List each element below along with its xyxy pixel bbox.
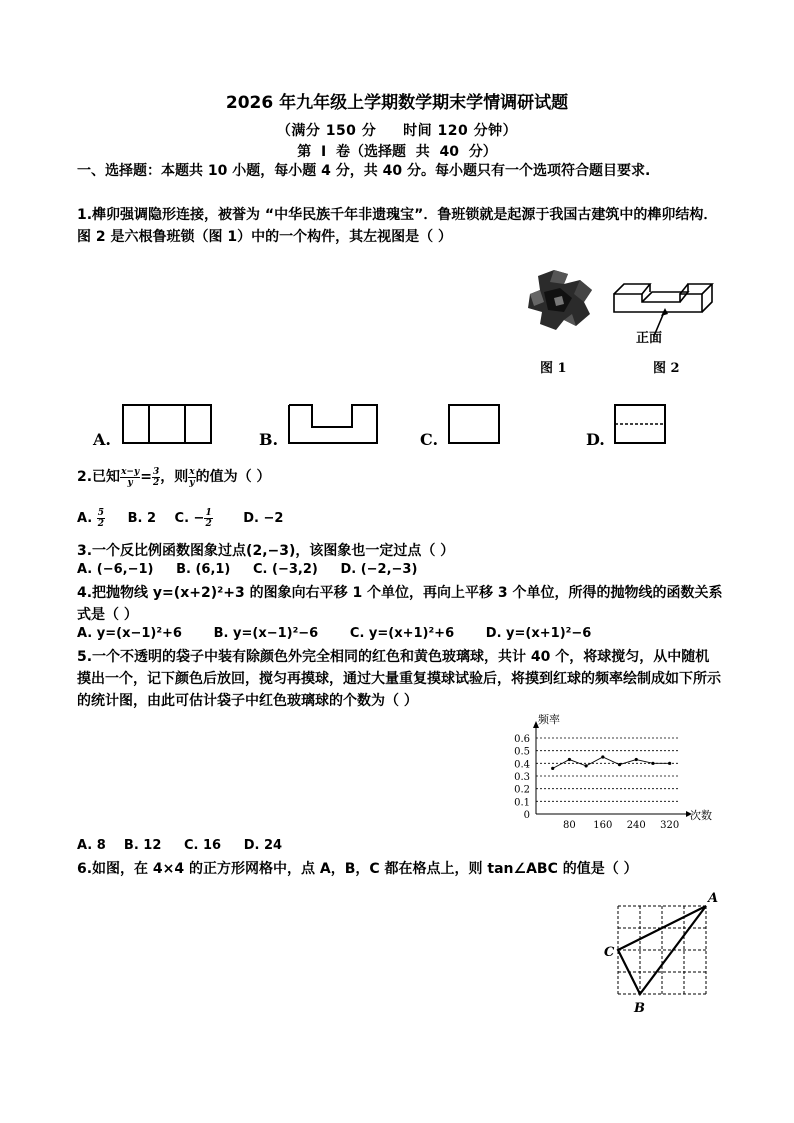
q2-option-a-num: 5 [97, 508, 105, 518]
q2-option-c-num: 1 [205, 508, 212, 518]
q2-frac1-denominator: y [127, 477, 133, 488]
chart-data-point [668, 762, 671, 765]
chart-series [551, 755, 671, 770]
chart-data-point [651, 762, 654, 765]
q2-frac2-numerator: 3 [152, 466, 160, 477]
q1-option-d-figure [612, 402, 668, 446]
q1-option-c-label: C. [420, 430, 439, 449]
q2-mid: ，则 [160, 469, 189, 485]
chart-data-point [585, 764, 588, 767]
question-5-text: 5.一个不透明的袋子中装有除颜色外完全相同的红色和黄色玻璃球，共计 40 个，将球搅匀，从中随机摸出一个，记下颜色后放回，搅匀再摸球，通过大量重复摸球试验后，将摸到红球的频率绘制成如下所示的统计图，由此可估计袋子中红色玻璃球的个数为（ ） [77, 649, 721, 709]
chart-gridlines [536, 738, 678, 801]
triangle-abc [618, 906, 706, 994]
component-figure [610, 278, 720, 346]
question-6-text: 6.如图，在 4×4 的正方形网格中，点 A，B，C 都在格点上，则 tan∠ABC 的值是（ ） [77, 861, 638, 877]
chart-axes [533, 721, 692, 817]
q2-frac2-denominator: 2 [152, 477, 160, 488]
q1-option-a-figure [120, 402, 214, 446]
q2-options [77, 504, 283, 534]
q2-option-d: D. −2 [243, 511, 284, 526]
chart-data-point [551, 767, 554, 770]
chart-y-tick-label: 0 [523, 810, 530, 821]
q2-frac3-denominator: y [189, 477, 195, 488]
chart-data-point [568, 758, 571, 761]
figure-1-label: 图 1 [540, 361, 567, 376]
question-3-text: 3.一个反比例函数图象过点(2,−3)，该图象也一定过点（ ） [77, 543, 455, 559]
chart-x-tick-label: 80 [563, 820, 576, 830]
chart-x-tick-label: 240 [626, 820, 646, 830]
chart-y-tick-label: 0.1 [514, 797, 530, 809]
q2-option-a: A. [77, 511, 93, 526]
q1-option-b-figure [286, 402, 380, 446]
chart-data-point [635, 758, 638, 761]
q2-prefix: 2.已知 [77, 469, 121, 485]
point-b-label: B [634, 1001, 645, 1016]
q2-option-a-den: 2 [97, 519, 105, 529]
question-1-text: 1.榫卯强调隐形连接，被誉为 “中华民族千年非遗瑰宝”．鲁班锁就是起源于我国古建筑中的榫卯结构．图 2 是六根鲁班锁（图 1）中的一个构件，其左视图是（ ） [77, 207, 718, 245]
q2-fraction-target [188, 467, 195, 488]
q2-frac3-numerator: x [189, 466, 195, 477]
question-3-options: A. (−6,−1) B. (6,1) C. (−3,2) D. (−2,−3) [77, 562, 418, 577]
q2-fraction-given [120, 467, 140, 488]
q2-option-a-fraction [97, 508, 105, 529]
q2-fraction-value [152, 467, 160, 488]
chart-x-tick-labels [563, 820, 679, 830]
question-2 [77, 462, 270, 492]
q2-option-b: B. 2 [127, 511, 156, 526]
chart-data-point [601, 755, 604, 758]
volume-heading: 第 Ⅰ 卷（选择题 共 40 分） [297, 144, 497, 160]
q2-frac1-numerator: x−y [121, 466, 140, 477]
chart-y-tick-label: 0.2 [514, 784, 530, 796]
exam-title: 2026 年九年级上学期数学期末学情调研试题 [225, 93, 569, 113]
exam-subtitle: （满分 150 分 时间 120 分钟） [276, 123, 518, 139]
chart-x-tick-label: 160 [593, 820, 613, 830]
chart-x-axis-label: 次数 [690, 809, 712, 822]
point-c-label: C [604, 945, 615, 960]
chart-y-tick-label: 0.4 [514, 759, 530, 771]
chart-y-tick-label: 0.6 [514, 734, 530, 745]
question-4-options: A. y=(x−1)²+6 B. y=(x−1)²−6 C. y=(x+1)²+6 D. y=(x+1)²−6 [77, 626, 592, 641]
question-4-text: 4.把抛物线 y=(x+2)²+3 的图象向右平移 1 个单位，再向上平移 3 个单位，所得的抛物线的函数关系式是（ ） [77, 585, 723, 623]
q1-option-c-figure [446, 402, 502, 446]
chart-y-tick-labels [514, 734, 530, 821]
q2-option-c: C. − [174, 511, 205, 526]
q2-option-c-den: 2 [205, 519, 212, 529]
luban-lock-image [524, 268, 596, 332]
grid-triangle-figure [598, 890, 722, 1018]
question-5-options: A. 8 B. 12 C. 16 D. 24 [77, 838, 283, 853]
q1-option-a-label: A. [93, 430, 111, 449]
q1-option-b-label: B. [259, 430, 279, 449]
square-grid [618, 906, 706, 994]
chart-x-tick-label: 320 [660, 820, 680, 830]
q2-equals: = [140, 469, 152, 485]
front-label: 正面 [636, 331, 663, 346]
figure-2-label: 图 2 [653, 361, 680, 376]
frequency-line-chart [490, 708, 730, 830]
chart-data-point [618, 763, 621, 766]
chart-y-tick-label: 0.5 [514, 746, 530, 758]
section-intro: 一、选择题：本题共 10 小题，每小题 4 分，共 40 分。每小题只有一个选项符合题目要求. [77, 163, 651, 179]
q1-option-d-label: D. [586, 430, 605, 449]
chart-y-axis-label: 频率 [538, 713, 560, 726]
point-a-label: A [708, 891, 719, 906]
q2-suffix: 的值为（ ） [195, 469, 271, 485]
chart-y-tick-label: 0.3 [514, 772, 530, 783]
q2-option-c-fraction [204, 508, 212, 529]
